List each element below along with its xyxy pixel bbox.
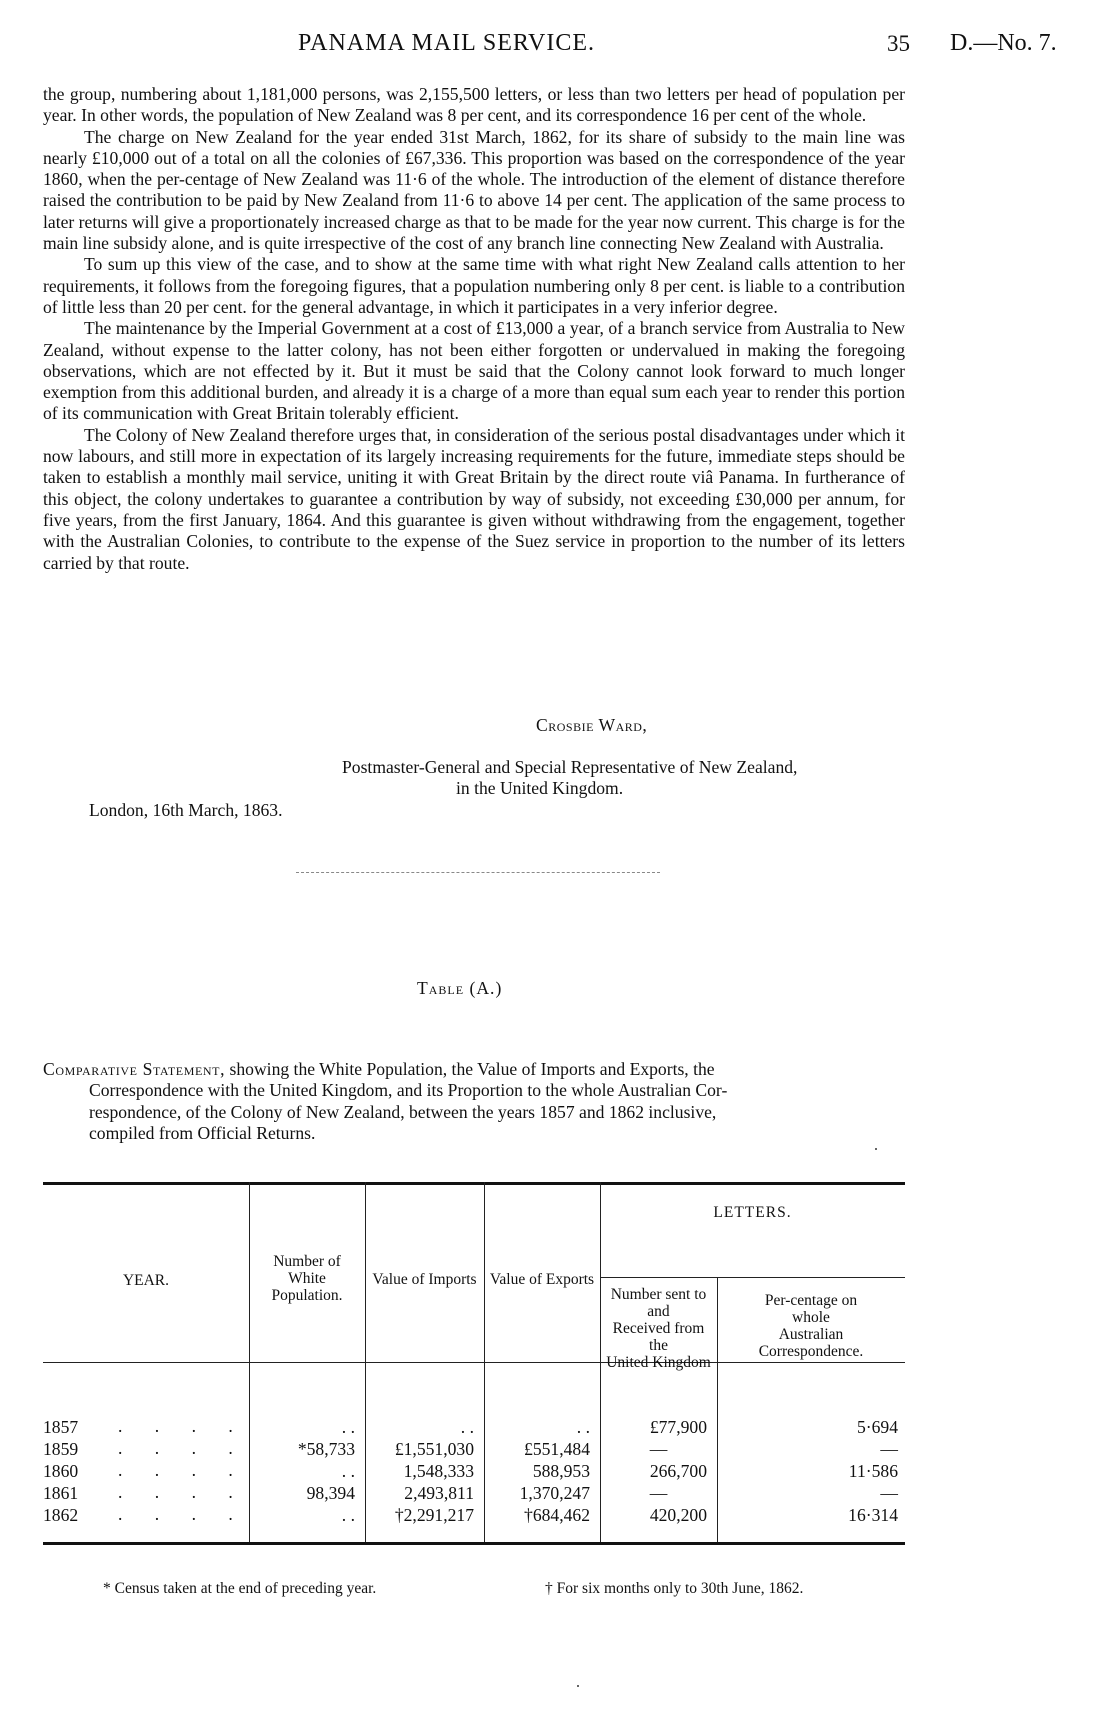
print-speck bbox=[875, 1148, 877, 1150]
table-title: Table (A.) bbox=[417, 978, 503, 998]
col-header-percent: Per-centage on whole Australian Correspondence. bbox=[758, 1292, 864, 1360]
col-header-imports: Value of Imports bbox=[372, 1271, 477, 1288]
caption-line: Correspondence with the United Kingdom, and its Proportion to the whole Australian Cor- bbox=[89, 1080, 728, 1101]
cell-percentage: 11·586 bbox=[848, 1461, 898, 1481]
cell-letters-sent: 266,700 bbox=[649, 1461, 707, 1481]
cell-year: 1859 bbox=[43, 1439, 79, 1459]
caption-line: compiled from Official Returns. bbox=[89, 1122, 316, 1143]
cell-letters-sent: 420,200 bbox=[649, 1505, 707, 1525]
cell-exports: 1,370,247 bbox=[519, 1483, 590, 1503]
cell-exports: £551,484 bbox=[524, 1439, 590, 1459]
cell-imports: †2,291,217 bbox=[394, 1505, 474, 1525]
col-header-year: YEAR. bbox=[122, 1272, 170, 1289]
caption-text: showing the White Population, the Value of Imports and Exports, the bbox=[229, 1059, 715, 1079]
leader-dots: . . . . bbox=[118, 1438, 247, 1458]
cell-population: . . bbox=[341, 1461, 355, 1481]
signer-name: Crosbie Ward, bbox=[536, 715, 648, 735]
document-reference: D.—No. 7. bbox=[950, 30, 1057, 56]
cell-percentage: 16·314 bbox=[848, 1505, 898, 1525]
print-speck bbox=[577, 1685, 579, 1687]
section-divider bbox=[296, 872, 660, 873]
footnote-census: * Census taken at the end of preceding year. bbox=[103, 1580, 377, 1597]
cell-percentage: 5·694 bbox=[856, 1417, 898, 1437]
cell-exports: †684,462 bbox=[524, 1505, 590, 1525]
leader-dots: . . . . bbox=[118, 1504, 247, 1524]
signature-date: London, 16th March, 1863. bbox=[89, 800, 283, 820]
cell-letters-sent: — bbox=[649, 1439, 668, 1459]
paragraph: The charge on New Zealand for the year ended 31st March, 1862, for its share of subsidy to the main line was nearly £10,000 out of a total on all the colonies of £67,336. This proportion was based on the correspondence of the year 1860, when the per-centage of New Zealand was 11·6 of the whole. The introduction of the element of distance therefore raised the contribution to be paid by New Zealand from 11·6 to above 14 per cent. The application of the same process to later returns will give a proportionately increased charge as that to be made for the year now current. This charge is for the main line subsidy alone, and is quite irrespective of the cost of any branch line connecting New Zealand with Australia. bbox=[43, 126, 905, 254]
comparative-table bbox=[43, 1182, 905, 1546]
cell-year: 1860 bbox=[43, 1461, 79, 1481]
cell-percentage: — bbox=[880, 1483, 898, 1503]
footnote-six-months: † For six months only to 30th June, 1862. bbox=[545, 1580, 804, 1597]
cell-exports: 588,953 bbox=[532, 1461, 590, 1481]
col-header-sent: Number sent to and Received from the United Kingdom bbox=[606, 1286, 711, 1371]
body-text bbox=[43, 84, 905, 574]
cell-year: 1862 bbox=[43, 1505, 79, 1525]
leader-dots: . . . . bbox=[118, 1482, 247, 1502]
cell-population: . . bbox=[341, 1505, 355, 1525]
cell-percentage: — bbox=[880, 1439, 898, 1459]
paragraph: The Colony of New Zealand therefore urges that, in consideration of the serious postal disadvantages under which it now labours, and still more in expectation of its largely increasing requirements for the future, immediate steps should be taken to establish a monthly mail service, uniting it with Great Britain by the direct route viâ Panama. In furtherance of this object, the colony undertakes to guarantee a contribution by way of subsidy, not exceeding £30,000 per annum, for five years, from the first January, 1864. And this guarantee is given without withdrawing from the engagement, together with the Australian Colonies, to contribute to the expense of the Suez service in proportion to the number of its letters carried by that route. bbox=[43, 424, 905, 573]
signer-title-line: in the United Kingdom. bbox=[456, 778, 624, 798]
cell-population: . . bbox=[341, 1417, 355, 1437]
cell-imports: 1,548,333 bbox=[403, 1461, 474, 1481]
col-header-population: Number of White Population. bbox=[271, 1253, 343, 1304]
cell-letters-sent: £77,900 bbox=[649, 1417, 707, 1437]
cell-population: *58,733 bbox=[297, 1439, 355, 1459]
paragraph: the group, numbering about 1,181,000 persons, was 2,155,500 letters, or less than two letters per head of population per year. In other words, the population of New Zealand was 8 per cent, and its correspondence 16 per cent of the whole. bbox=[43, 84, 905, 126]
leader-dots: . . . . bbox=[118, 1460, 247, 1480]
caption-line: respondence, of the Colony of New Zealand, between the years 1857 and 1862 inclusive, bbox=[89, 1101, 717, 1122]
cell-population: 98,394 bbox=[306, 1483, 355, 1503]
running-title: PANAMA MAIL SERVICE. bbox=[298, 30, 596, 56]
table-top-rule bbox=[43, 1182, 905, 1185]
cell-year: 1861 bbox=[43, 1483, 79, 1503]
paragraph: The maintenance by the Imperial Government at a cost of £13,000 a year, of a branch service from Australia to New Zealand, without expense to the latter colony, has not been either forgotten or undervalued in making the foregoing observations, which are not effected by it. But it must be said that the Colony cannot look forward to much longer exemption from this additional burden, and already it is a charge of a more than equal sum each year to render this portion of its communication with Great Britain tolerably efficient. bbox=[43, 318, 905, 424]
signer-title-line: Postmaster-General and Special Representative of New Zealand, bbox=[342, 757, 798, 777]
cell-imports: . . bbox=[460, 1417, 474, 1437]
cell-year: 1857 bbox=[43, 1417, 79, 1437]
caption-lead: Comparative Statement, bbox=[43, 1059, 226, 1079]
leader-dots: . . . . bbox=[118, 1416, 247, 1436]
signer-title bbox=[342, 757, 797, 799]
cell-exports: . . bbox=[576, 1417, 590, 1437]
table-bottom-rule bbox=[43, 1542, 905, 1545]
cell-imports: 2,493,811 bbox=[404, 1483, 474, 1503]
table-caption bbox=[43, 1059, 905, 1144]
letters-group-rule bbox=[600, 1277, 905, 1278]
header-bottom-rule bbox=[43, 1362, 905, 1363]
page-number: 35 bbox=[887, 31, 910, 56]
col-header-exports: Value of Exports bbox=[489, 1271, 595, 1288]
cell-letters-sent: — bbox=[649, 1483, 668, 1503]
col-group-letters: LETTERS. bbox=[713, 1204, 792, 1221]
cell-imports: £1,551,030 bbox=[394, 1439, 474, 1459]
paragraph: To sum up this view of the case, and to show at the same time with what right New Zealand calls attention to her requirements, it follows from the foregoing figures, that a population numbering only 8 per cent. is liable to a contribution of little less than 20 per cent. for the general advantage, in which it participates in a very inferior degree. bbox=[43, 254, 905, 317]
